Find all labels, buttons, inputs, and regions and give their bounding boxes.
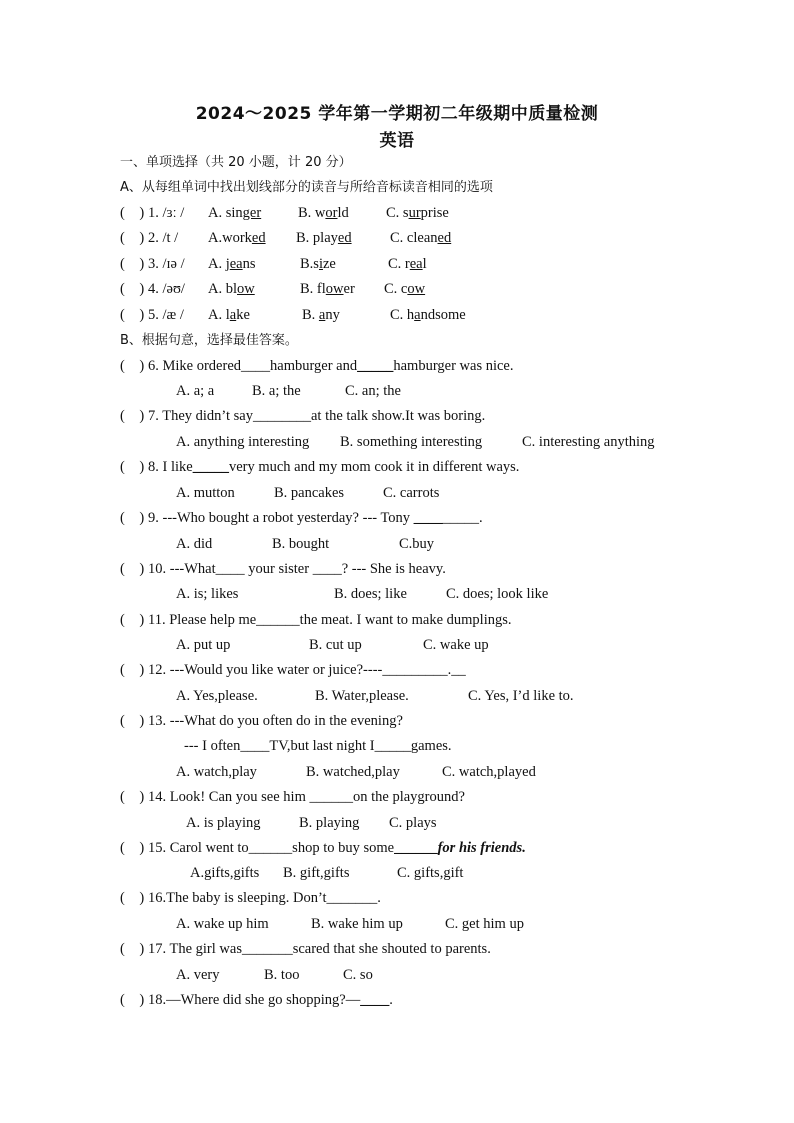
q6-option-b[interactable]: B. a; the: [252, 383, 301, 399]
answer-blank[interactable]: ( ): [120, 941, 145, 957]
answer-blank[interactable]: ( ): [120, 307, 145, 323]
exam-subject: 英语: [379, 131, 415, 151]
q1-option-b[interactable]: B. world: [298, 205, 349, 221]
q12-option-a[interactable]: A. Yes,please.: [176, 688, 258, 704]
q16-option-c[interactable]: C. get him up: [445, 916, 524, 932]
q8-option-a[interactable]: A. mutton: [176, 485, 235, 501]
q1-option-c[interactable]: C. surprise: [386, 205, 449, 221]
part-b-heading: B、根据句意，选择最佳答案。: [120, 333, 298, 348]
answer-blank[interactable]: ( ): [120, 612, 145, 628]
q4-option-a[interactable]: A. blow: [208, 281, 255, 297]
q3-option-b[interactable]: B.size: [300, 256, 336, 272]
q5-option-b[interactable]: B. any: [302, 307, 340, 323]
q11-option-c[interactable]: C. wake up: [423, 637, 489, 653]
question-15: ( ) 15. Carol went to______shop to buy some______for his friends.: [120, 840, 526, 856]
question-16: ( ) 16.The baby is sleeping. Don’t_______.: [120, 890, 381, 906]
q2-option-b[interactable]: B. played: [296, 230, 352, 246]
q14-option-a[interactable]: A. is playing: [186, 815, 261, 831]
q15-option-a[interactable]: A.gifts,gifts: [190, 865, 260, 881]
q10-option-a[interactable]: A. is; likes: [176, 586, 239, 602]
q15-option-c[interactable]: C. gifts,gift: [397, 865, 464, 881]
q17-option-b[interactable]: B. too: [264, 967, 300, 983]
question-12: ( ) 12. ---Would you like water or juice?----_________.__: [120, 662, 466, 678]
q6-option-c[interactable]: C. an; the: [345, 383, 401, 399]
q7-option-b[interactable]: B. something interesting: [340, 434, 483, 450]
q10-option-c[interactable]: C. does; look like: [446, 586, 549, 602]
exam-title: 2024～2025 学年第一学期初二年级期中质量检测: [195, 104, 599, 124]
answer-blank[interactable]: ( ): [120, 358, 145, 374]
question-6: ( ) 6. Mike ordered____hamburger and_____hamburger was nice.: [120, 358, 514, 374]
answer-blank[interactable]: ( ): [120, 230, 145, 246]
question-9: ( ) 9. ---Who bought a robot yesterday? --- Tony _________.: [120, 510, 483, 526]
q13-option-c[interactable]: C. watch,played: [442, 764, 536, 780]
question-18: ( ) 18.—Where did she go shopping?—____.: [120, 992, 393, 1008]
answer-blank[interactable]: ( ): [120, 561, 145, 577]
section-heading: 一、单项选择（共 20 小题，计 20 分）: [120, 155, 352, 170]
q12-option-b[interactable]: B. Water,please.: [315, 688, 409, 704]
q11-option-a[interactable]: A. put up: [176, 637, 231, 653]
question-11: ( ) 11. Please help me______the meat. I want to make dumplings.: [120, 612, 512, 628]
q9-option-b[interactable]: B. bought: [272, 536, 330, 552]
q11-option-b[interactable]: B. cut up: [309, 637, 362, 653]
q16-option-a[interactable]: A. wake up him: [176, 916, 269, 932]
q9-option-c[interactable]: C.buy: [399, 536, 435, 552]
q13-option-a[interactable]: A. watch,play: [176, 764, 257, 780]
answer-blank[interactable]: ( ): [120, 662, 145, 678]
q16-option-b[interactable]: B. wake him up: [311, 916, 403, 932]
q12-option-c[interactable]: C. Yes, I’d like to.: [468, 688, 574, 704]
q3-option-c[interactable]: C. real: [388, 256, 427, 272]
question-5: ( ) 5. /æ /: [120, 307, 184, 323]
question-13-line2: --- I often____TV,but last night I_____games.: [184, 738, 452, 754]
answer-blank[interactable]: ( ): [120, 789, 145, 805]
q17-option-c[interactable]: C. so: [343, 967, 373, 983]
q8-option-c[interactable]: C. carrots: [383, 485, 440, 501]
answer-blank[interactable]: ( ): [120, 459, 145, 475]
q8-option-b[interactable]: B. pancakes: [274, 485, 345, 501]
q6-option-a[interactable]: A. a; a: [176, 383, 215, 399]
q13-option-b[interactable]: B. watched,play: [306, 764, 400, 780]
q7-option-a[interactable]: A. anything interesting: [176, 434, 310, 450]
answer-blank[interactable]: ( ): [120, 510, 145, 526]
question-3: ( ) 3. /ɪə /: [120, 256, 185, 272]
q5-option-a[interactable]: A. lake: [208, 307, 250, 323]
q3-option-a[interactable]: A. jeans: [208, 256, 256, 272]
q7-option-c[interactable]: C. interesting anything: [522, 434, 655, 450]
answer-blank[interactable]: ( ): [120, 256, 145, 272]
question-4: ( ) 4. /əʊ/: [120, 281, 185, 297]
q4-option-c[interactable]: C. cow: [384, 281, 426, 297]
question-14: ( ) 14. Look! Can you see him ______on the playground?: [120, 789, 465, 805]
q17-option-a[interactable]: A. very: [176, 967, 220, 983]
q10-option-b[interactable]: B. does; like: [334, 586, 407, 602]
answer-blank[interactable]: ( ): [120, 890, 145, 906]
q1-option-a[interactable]: A. singer: [208, 205, 262, 221]
q1-phonetic: 1. /ɜː /: [148, 205, 185, 221]
q2-option-c[interactable]: C. cleaned: [390, 230, 452, 246]
question-1: [120, 204, 184, 222]
answer-blank[interactable]: ( ): [120, 205, 145, 221]
part-a-heading: A、从每组单词中找出划线部分的读音与所给音标读音相同的选项: [120, 180, 493, 195]
question-13: ( ) 13. ---What do you often do in the evening?: [120, 713, 403, 729]
question-17: ( ) 17. The girl was_______scared that she shouted to parents.: [120, 941, 491, 957]
answer-blank[interactable]: ( ): [120, 408, 145, 424]
question-10: ( ) 10. ---What____ your sister ____? --- She is heavy.: [120, 561, 446, 577]
q5-option-c[interactable]: C. handsome: [390, 307, 466, 323]
question-2: ( ) 2. /t /: [120, 230, 179, 246]
q15-option-b[interactable]: B. gift,gifts: [283, 865, 350, 881]
answer-blank[interactable]: ( ): [120, 713, 145, 729]
q2-option-a[interactable]: A.worked: [208, 230, 266, 246]
q9-option-a[interactable]: A. did: [176, 536, 213, 552]
question-8: ( ) 8. I like_____very much and my mom cook it in different ways.: [120, 459, 520, 475]
q14-option-b[interactable]: B. playing: [299, 815, 360, 831]
question-7: ( ) 7. They didn’t say________at the talk show.It was boring.: [120, 408, 486, 424]
q14-option-c[interactable]: C. plays: [389, 815, 437, 831]
q4-option-b[interactable]: B. flower: [300, 281, 355, 297]
answer-blank[interactable]: ( ): [120, 840, 145, 856]
answer-blank[interactable]: ( ): [120, 992, 145, 1008]
answer-blank[interactable]: ( ): [120, 281, 145, 297]
